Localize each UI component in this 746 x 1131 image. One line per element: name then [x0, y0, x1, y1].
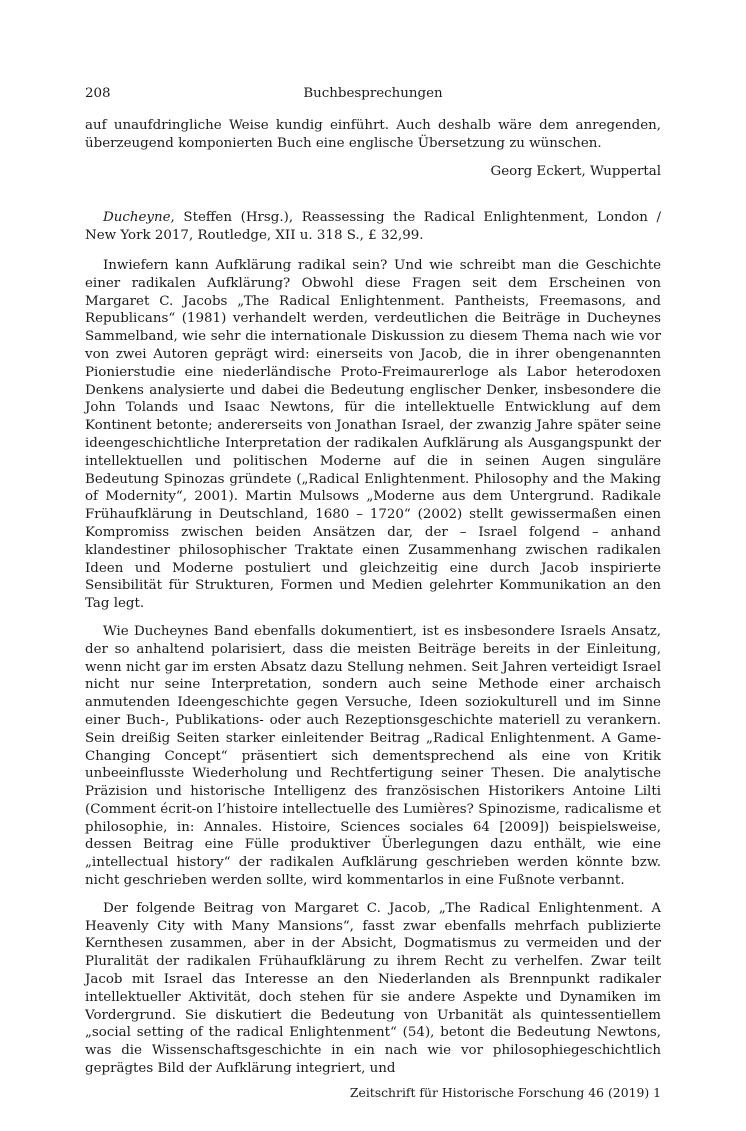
page-number: 208 — [85, 86, 111, 101]
running-title: Buchbesprechungen — [303, 86, 443, 101]
review-paragraph: Inwiefern kann Aufklärung radikal sein? Und wie schreibt man die Geschichte einer radikalen Aufklärung? Obwohl diese Fragen seit dem Erscheinen von Margaret C. Jacobs „The Radical Enlightenment. Pantheists, Freemasons, and Republicans“ (1981) verhandelt werden, verdeutlichen die Beiträge in Ducheynes Sammelband, wie sehr die internationale Diskussion zu diesem Thema nach wie vor von zwei Autoren geprägt wird: einerseits von Jacob, die in ihrer obengenannten Pionierstudie eine niederländische Proto-Freimaurerloge als Labor heterodoxen Denkens analysierte und dabei die Bedeutung englischer Denker, insbesondere die John Tolands und Isaac Newtons, für die intellektuelle Entwicklung auf dem Kontinent betonte; andererseits von Jonathan Israel, der zwanzig Jahre später seine ideengeschichtliche Interpretation der radikalen Aufklärung als Ausgangspunkt der intellektuellen und politischen Moderne auf die in seinen Augen singuläre Bedeutung Spinozas gründete („Radical Enlightenment. Philosophy and the Making of Modernity“, 2001). Martin Mulsows „Moderne aus dem Untergrund. Radikale Frühaufklärung in Deutschland, 1680 – 1720“ (2002) stellt gewissermaßen einen Kompromiss zwischen beiden Ansätzen dar, der – Israel folgend – anhand klandestiner philosophischer Traktate einen Zusammenhang zwischen radikalen Ideen und Moderne postuliert und gleichzeitig eine durch Jacob inspirierte Sensibilität für Strukturen, Formen und Medien gelehrter Kommunikation an den Tag legt. — [85, 257, 661, 612]
review-paragraph: Wie Ducheynes Band ebenfalls dokumentiert, ist es insbesondere Israels Ansatz, der so anhaltend polarisiert, dass die meisten Beiträge bereits in der Einleitung, wenn nicht gar im ersten Absatz dazu Stellung nehmen. Seit Jahren verteidigt Israel nicht nur seine Interpretation, sondern auch seine Methode einer archaisch anmutenden Ideengeschichte gegen Versuche, Ideen soziokulturell und im Sinne einer Buch-, Publikations- oder auch Rezeptionsgeschichte materiell zu verankern. Sein dreißig Seiten starker einleitender Beitrag „Radical Enlightenment. A Game-Changing Concept“ präsentiert sich dementsprechend als eine von Kritik unbeeinflusste Wiederholung und Rechtfertigung seiner Thesen. Die analytische Präzision und historische Intelligenz des französischen Historikers Antoine Lilti (Comment écrit-on l’histoire intellectuelle des Lumières? Spinozisme, radicalisme et philosophie, in: Annales. Histoire, Sciences sociales 64 [2009]) beispielsweise, dessen Beitrag eine Fülle produktiver Überlegungen dazu enthält, wie eine „intellectual history“ der radikalen Aufklärung geschrieben werden könnte bzw. nicht geschrieben werden sollte, wird kommentarlos in eine Fußnote verbannt. — [85, 623, 661, 889]
reviewer-signature: Georg Eckert, Wuppertal — [490, 163, 661, 179]
journal-footer: Zeitschrift für Historische Forschung 46 (2019) 1 — [349, 1085, 661, 1100]
previous-review-closing: auf unaufdringliche Weise kundig einführt. Auch deshalb wäre dem anregenden, überzeugend komponierten Buch eine englische Übersetzung zu wünschen. — [85, 118, 661, 151]
running-header — [85, 86, 661, 106]
page-body — [85, 117, 661, 1078]
review-citation — [85, 209, 661, 245]
citation-details: , Steffen (Hrsg.), Reassessing the Radical Enlightenment, London / New York 2017, Routledge, XII u. 318 S., £ 32,99. — [85, 210, 661, 244]
citation-author: Ducheyne — [103, 210, 171, 226]
review-paragraph: Der folgende Beitrag von Margaret C. Jacob, „The Radical Enlightenment. A Heavenly City with Many Mansions“, fasst zwar ebenfalls mehrfach publizierte Kernthesen zusammen, aber in der Absicht, Dogmatismus zu vermeiden und der Pluralität der radikalen Frühaufklärung zu ihrem Recht zu verhelfen. Zwar teilt Jacob mit Israel das Interesse an den Niederlanden als Brennpunkt radikaler intellektueller Aktivität, doch stehen für sie andere Aspekte und Dynamiken im Vordergrund. Sie diskutiert die Bedeutung von Urbanität als quintessentiellem „social setting of the radical Enlightenment“ (54), betont die Bedeutung Newtons, was die Wissenschaftsgeschichte in ein nach wie vor philosophiegeschichtlich geprägtes Bild der Aufklärung integriert, und — [85, 900, 661, 1077]
